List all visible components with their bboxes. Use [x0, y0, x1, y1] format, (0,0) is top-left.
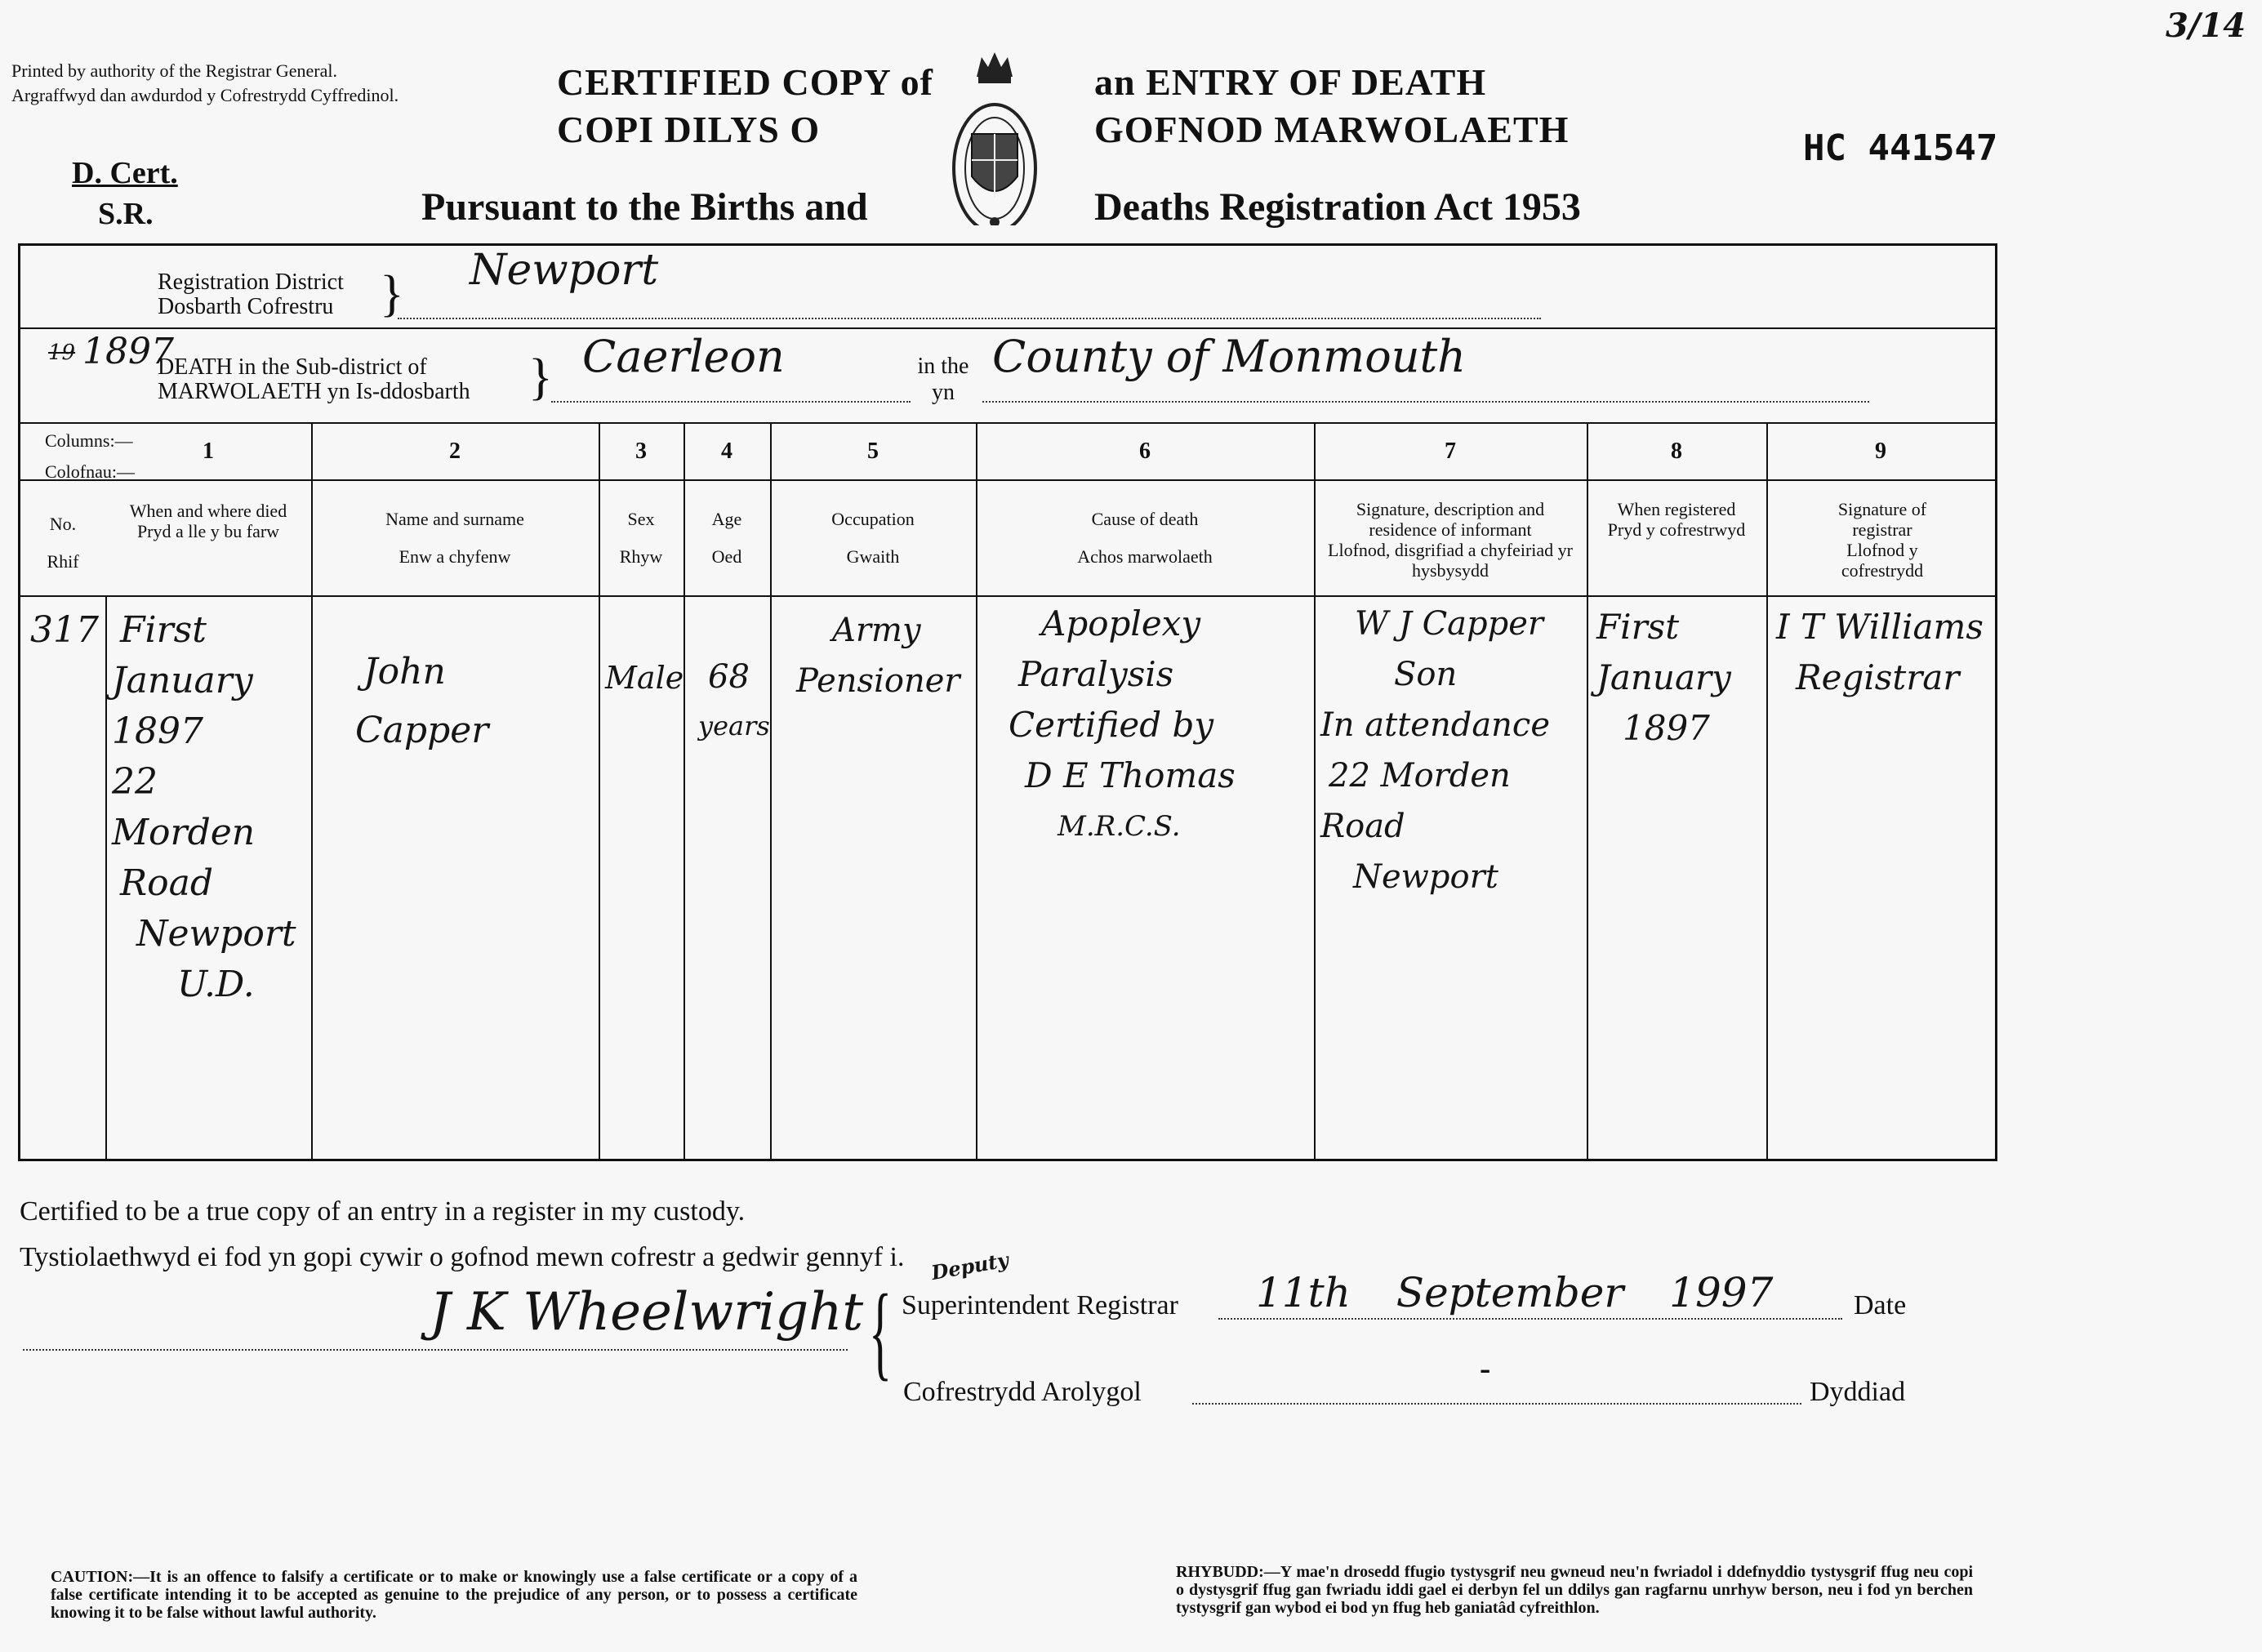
column-heading-4 — [683, 501, 770, 576]
form-code: D. Cert. — [72, 156, 178, 190]
county-value: County of Monmouth — [992, 331, 1466, 382]
when-where-line-6: U.D. — [177, 964, 255, 1005]
title-right-en: an ENTRY OF DEATH — [1094, 61, 1487, 103]
date-line-cy — [1192, 1377, 1801, 1405]
subdistrict-label — [158, 355, 470, 404]
informant-line-4: 22 Morden — [1329, 757, 1511, 795]
informant-line-1: W J Capper — [1355, 605, 1544, 643]
column-heading-7 — [1324, 499, 1577, 581]
column-number-1: 1 — [203, 439, 214, 464]
column-heading-4-en: Age — [711, 509, 742, 529]
column-heading-5 — [770, 501, 976, 576]
column-heading-3-en: Sex — [627, 509, 655, 529]
column-heading-8-cy: Pryd y cofrestrwyd — [1607, 519, 1746, 540]
title-left-cy: COPI DILYS O — [557, 109, 821, 150]
signature: J K Wheelwright — [430, 1282, 864, 1343]
district-label-cy: Dosbarth Cofrestru — [158, 294, 334, 319]
name-line-1: John — [363, 651, 446, 692]
column-number-6: 6 — [1139, 439, 1151, 464]
column-number-7: 7 — [1445, 439, 1456, 464]
registrar-line-1: I T Williams — [1776, 607, 1984, 647]
caution-en: CAUTION:—It is an offence to falsify a certificate or to make or knowingly use a false certificate or a copy of a false certificate intending it to be accepted as genuine to the prejudice of any person, or to possess a certificate knowing it to be false without lawful authority. — [51, 1568, 857, 1622]
columns-label-cy: Colofnau:— — [45, 461, 135, 482]
district-label-en: Registration District — [158, 269, 344, 295]
cause-line-3: Certified by — [1009, 705, 1214, 745]
when-where-line-1: First — [120, 609, 207, 651]
when-where-line-4: Road — [120, 862, 214, 904]
column-heading-5-en: Occupation — [831, 509, 915, 529]
age-value: 68 — [708, 658, 750, 696]
printed-authority-cy: Argraffwyd dan awdurdod y Cofrestrydd Cyffredinol. — [11, 85, 399, 105]
cause-line-5: M.R.C.S. — [1058, 810, 1181, 843]
column-heading-no — [20, 505, 105, 581]
informant-line-2: Son — [1394, 656, 1458, 693]
subdistrict-label-en: DEATH in the Sub-district of — [158, 354, 427, 380]
signature-brace: { — [869, 1273, 893, 1391]
caution-cy: RHYBUDD:—Y mae'n drosedd ffugio tystysgrif neu gwneud neu'n fwriadol i ddefnyddio tystysgrif ffug neu copi o dystysgrif ffug gan fwriadu iddi gael ei derbyn fel un ddilys gan ragfarnu unrhyw berson, neu i fod yn berchen tystysgrif gan wybod ei bod yn ffug heb ganiatâd cyfreithlon. — [1176, 1563, 1973, 1617]
certificate-number: HC 441547 — [1803, 127, 1998, 169]
royal-crest-icon — [946, 46, 1044, 225]
date-label-cy: Dyddiad — [1810, 1377, 1906, 1407]
column-heading-5-cy: Gwaith — [846, 546, 900, 567]
cause-line-4: D E Thomas — [1025, 755, 1236, 795]
divider-column-numbers — [20, 479, 1995, 481]
title-left-en: CERTIFIED COPY of — [557, 61, 933, 103]
col-divider-7 — [1587, 422, 1588, 1159]
page-reference: 3/14 — [2166, 7, 2246, 45]
cause-line-1: Apoplexy — [1041, 603, 1201, 643]
column-heading-8 — [1593, 499, 1760, 540]
year-value: 1897 — [82, 331, 174, 372]
title-left — [557, 59, 933, 154]
district-label — [158, 270, 344, 319]
column-heading-6-en: Cause of death — [1091, 509, 1199, 529]
superintendent-label-en: Superintendent Registrar — [902, 1290, 1178, 1320]
entry-sex: Male — [605, 660, 684, 696]
column-heading-6 — [976, 501, 1314, 576]
col-divider-8 — [1766, 422, 1768, 1159]
entry-informant — [1320, 599, 1550, 902]
deputy-annotation: Deputy — [929, 1247, 1011, 1285]
entry-number: 317 — [30, 609, 99, 651]
when-where-line-5: Newport — [136, 913, 296, 955]
informant-line-5: Road — [1320, 808, 1405, 845]
column-number-2: 2 — [449, 439, 461, 464]
column-number-3: 3 — [635, 439, 647, 464]
divider-district — [20, 327, 1995, 329]
column-heading-9-cy: Llofnod y cofrestrydd — [1841, 540, 1924, 581]
entry-cause — [1009, 599, 1236, 852]
date-value: 11th September 1997 — [1256, 1269, 1774, 1316]
subdistrict-value: Caerleon — [582, 331, 785, 382]
column-heading-7-cy: Llofnod, disgrifiad a chyfeiriad yr hysbysydd — [1328, 540, 1573, 581]
subdistrict-brace: } — [528, 350, 553, 405]
column-heading-7-en: Signature, description and residence of informant — [1356, 499, 1545, 540]
act-left: Pursuant to the Births and — [421, 185, 868, 229]
in-the-cy: yn — [932, 380, 955, 405]
column-number-9: 9 — [1875, 439, 1886, 464]
column-heading-2-cy: Enw a chyfenw — [399, 546, 511, 567]
printed-authority-en: Printed by authority of the Registrar General. — [11, 60, 337, 81]
registered-line-1: First — [1596, 607, 1680, 647]
occupation-line-1: Army — [832, 612, 921, 649]
column-heading-9-en: Signature of registrar — [1837, 499, 1927, 540]
column-heading-1-cy: Pryd a lle y bu farw — [136, 521, 280, 541]
entry-age — [698, 652, 770, 750]
form-sub: S.R. — [98, 197, 154, 231]
no-label-cy: Rhif — [47, 551, 79, 572]
column-number-5: 5 — [867, 439, 879, 464]
date-dash: - — [1480, 1350, 1491, 1387]
no-label-en: No. — [49, 514, 77, 534]
printed-by-authority — [11, 59, 469, 108]
district-brace: } — [380, 266, 404, 322]
in-the-label — [906, 354, 980, 406]
divider-subdistrict — [20, 422, 1995, 424]
column-number-8: 8 — [1671, 439, 1682, 464]
registered-line-2: January — [1596, 657, 1731, 697]
column-heading-3-cy: Rhyw — [619, 546, 663, 567]
registered-line-3: 1897 — [1623, 708, 1710, 748]
column-heading-9 — [1809, 499, 1956, 581]
col-divider-6 — [1314, 422, 1316, 1159]
age-unit: years — [698, 710, 770, 741]
entry-when-where — [112, 605, 311, 1010]
registrar-line-2: Registrar — [1796, 657, 1960, 697]
superintendent-label-cy: Cofrestrydd Arolygol — [903, 1377, 1142, 1407]
entry-registered — [1596, 602, 1731, 754]
column-heading-8-en: When registered — [1617, 499, 1736, 519]
year-prefix: 19 — [48, 341, 76, 365]
informant-line-3: In attendance — [1320, 706, 1550, 744]
certified-en: Certified to be a true copy of an entry in a register in my custody. — [20, 1196, 746, 1227]
column-heading-6-cy: Achos marwolaeth — [1077, 546, 1213, 567]
col-divider-no — [105, 595, 107, 1159]
cause-line-2: Paralysis — [1018, 654, 1174, 694]
informant-line-6: Newport — [1353, 858, 1498, 896]
name-line-2: Capper — [355, 710, 489, 751]
when-where-line-3: 22 Morden — [112, 761, 256, 853]
column-heading-1-en: When and where died — [129, 501, 287, 521]
column-heading-1 — [110, 501, 306, 541]
title-right-cy: GOFNOD MARWOLAETH — [1094, 109, 1570, 150]
columns-label-en: Columns:— — [45, 430, 133, 451]
divider-column-headings — [20, 595, 1995, 597]
column-heading-3 — [599, 501, 683, 576]
entry-occupation — [796, 605, 960, 706]
in-the-en: in the — [917, 354, 969, 379]
date-label-en: Date — [1854, 1290, 1907, 1320]
certified-cy: Tystiolaethwyd ei fod yn gopi cywir o gofnod mewn cofrestr a gedwir gennyf i. — [20, 1242, 905, 1272]
title-right — [1094, 59, 1569, 154]
column-heading-4-cy: Oed — [711, 546, 742, 567]
register-entry-frame — [18, 243, 1997, 1161]
certification-statement — [20, 1189, 904, 1280]
subdistrict-label-cy: MARWOLAETH yn Is-ddosbarth — [158, 379, 470, 404]
district-value: Newport — [470, 246, 659, 295]
entry-name — [355, 643, 488, 760]
occupation-line-2: Pensioner — [796, 662, 960, 700]
act-right: Deaths Registration Act 1953 — [1094, 185, 1581, 229]
entry-registrar — [1776, 602, 1984, 703]
column-number-4: 4 — [721, 439, 732, 464]
column-heading-2 — [311, 501, 599, 576]
when-where-line-2: January 1897 — [112, 660, 253, 752]
column-heading-2-en: Name and surname — [385, 509, 524, 529]
